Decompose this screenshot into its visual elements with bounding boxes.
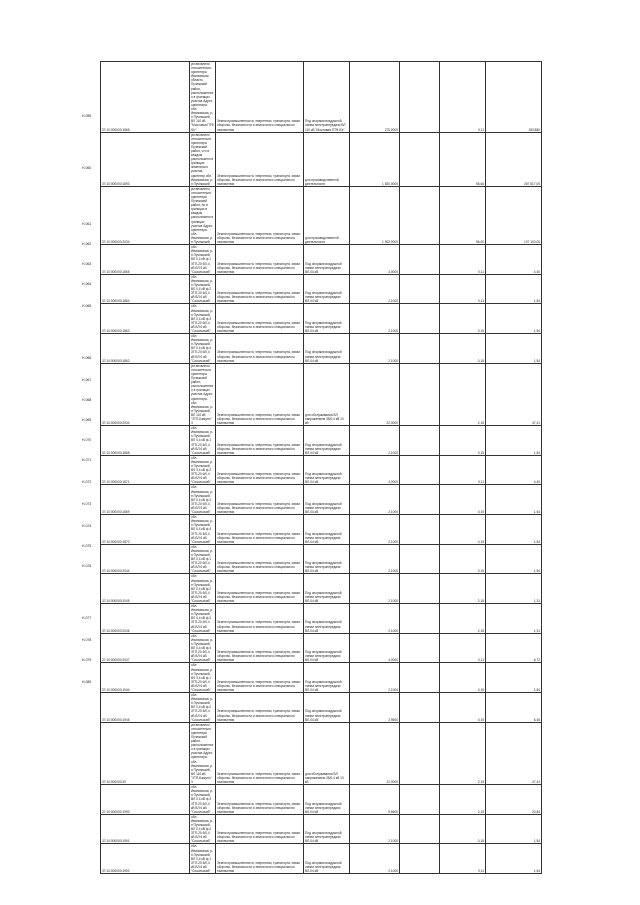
land-category-cell: Земли промышленности, энергетики, транспорта, связи обороны, безопасности и земли иного специального назначения <box>216 663 304 693</box>
address-cell: обл. Ивановская, р-н Пучежский, ВЛ 0,4 кВ ф.2 ЗТП-20 6/0,4 кВ ВЛ 6 кВ "Сокольский" <box>190 455 216 485</box>
value-cell: 6,72 <box>486 633 542 663</box>
value-cell: 267 617,00 <box>486 132 542 186</box>
value-cell: 4,40 <box>486 245 542 275</box>
value-cell: 1,54 <box>486 515 542 545</box>
address-cell: обл. Ивановская, р-н Пучежский, ВЛ 0,4 кВ ф.4 ЗТП-20 6/0,4 кВ ВЛ 6 кВ "Сокольский" <box>190 334 216 364</box>
cadastral-number-cell: 37:10:000000:1866 <box>101 62 190 133</box>
land-category-cell: Земли промышленности, энергетики, транспорта, связи обороны, безопасности и земли иного специального назначения <box>216 574 304 604</box>
share-cell <box>400 722 440 784</box>
share-cell <box>400 485 440 515</box>
permitted-use-cell: Под опорами воздушной линии электропередачи ВЛ-04 кВ <box>304 785 350 815</box>
land-plots-table <box>100 61 542 874</box>
rate-cell: 0,15 <box>440 426 486 456</box>
cadastral-number-cell: 37:10:000000:30 <box>101 722 190 784</box>
table-row <box>101 334 542 364</box>
address-cell: обл. Ивановская, р-н Пучежский, ВЛ 0,4 кВ ф.1 ЗТП-20 6/0,4 кВ ВЛ 6 кВ "Сокольский" <box>190 663 216 693</box>
row-number: Н-067 <box>82 378 92 382</box>
permitted-use-cell: Под опорами воздушной линии электропередачи ВЛ-04 кВ <box>304 515 350 545</box>
table-row <box>101 544 542 574</box>
value-cell: 1,54 <box>486 544 542 574</box>
cadastral-number-cell: 37:10:000000:1990 <box>101 785 190 815</box>
area-cell: 4,0000 <box>350 633 400 663</box>
cadastral-number-cell: 37:10:000000:2045 <box>101 574 190 604</box>
rate-cell: 56,66 <box>440 132 486 186</box>
value-cell: 107 100,00 <box>486 186 542 244</box>
area-cell: 9,6600 <box>350 785 400 815</box>
share-cell <box>400 785 440 815</box>
address-cell: обл. Ивановская, р-н Пучежский, ВЛ 0,4 кВ ф.1 ЗТП-20 6/0,4 кВ ВЛ 6 кВ "Сокольский" <box>190 544 216 574</box>
table-row <box>101 515 542 545</box>
permitted-use-cell: Под опорами воздушной линии электропередачи ВЛ-04 кВ <box>304 426 350 456</box>
address-cell: обл. Ивановская, р-н Пучежский, ВЛ 0,4 кВ ф.1 ЗТП-20 6/0,4 кВ ВЛ 6 кВ "Сокольский" <box>190 844 216 874</box>
table-row <box>101 633 542 663</box>
table-row <box>101 363 542 425</box>
share-cell <box>400 574 440 604</box>
cadastral-number-cell: 37:10:000000:1945 <box>101 693 190 723</box>
area-cell: 4,0000 <box>350 455 400 485</box>
row-number: Н-071 <box>82 458 92 462</box>
land-category-cell: Земли промышленности, энергетики, транспорта, связи обороны, безопасности и земли иного специального назначения <box>216 304 304 334</box>
permitted-use-cell: Под опорами воздушной линии электропередачи ВЛ-04 кВ <box>304 485 350 515</box>
value-cell: 47,41 <box>486 722 542 784</box>
value-cell: 4,40 <box>486 455 542 485</box>
cadastral-number-cell: 37:10:000000:1992 <box>101 844 190 874</box>
rate-cell: 0,15 <box>440 814 486 844</box>
land-category-cell: Земли промышленности, энергетики, транспорта, связи обороны, безопасности и земли иного специального назначения <box>216 844 304 874</box>
value-cell: 47,41 <box>486 363 542 425</box>
share-cell <box>400 814 440 844</box>
share-cell <box>400 245 440 275</box>
share-cell <box>400 844 440 874</box>
rate-cell: 2,15 <box>440 785 486 815</box>
address-cell: обл. Ивановская, р-н Пучежский, ВЛ 0,4 кВ ф.3 ЗТП-20 6/0,4 кВ ВЛ 6 кВ "Сокольский" <box>190 785 216 815</box>
land-category-cell: Земли промышленности, энергетики, транспорта, связи обороны, безопасности и земли иного специального назначения <box>216 62 304 133</box>
table-row <box>101 132 542 186</box>
land-category-cell: Земли промышленности, энергетики, транспорта, связи обороны, безопасности и земли иного специального назначения <box>216 515 304 545</box>
permitted-use-cell: для производственной деятельности <box>304 132 350 186</box>
land-category-cell: Земли промышленности, энергетики, транспорта, связи обороны, безопасности и земли иного специального назначения <box>216 455 304 485</box>
share-cell <box>400 633 440 663</box>
cadastral-number-cell: 37:10:000000:2034 <box>101 186 190 244</box>
permitted-use-cell: для обслуживания ВЛ напряжением 35/0,4 кВ 10 кВ <box>304 722 350 784</box>
row-number: Н-065 <box>82 304 92 308</box>
address-cell: обл. Ивановская, р-н Пучежский, ВЛ 0,4 кВ ф.3 ЗТП-20 6/0,4 кВ ВЛ 6 кВ "Сокольский" <box>190 304 216 334</box>
row-number: Н-072 <box>82 480 92 484</box>
row-number: Н-063 <box>82 262 92 266</box>
land-category-cell: Земли промышленности, энергетики, транспорта, связи обороны, безопасности и земли иного специального назначения <box>216 245 304 275</box>
permitted-use-cell: Под опорами воздушной линии электропередачи ВЛ-04 кВ <box>304 574 350 604</box>
rate-cell: 0,11 <box>440 274 486 304</box>
rate-cell: 0,11 <box>440 633 486 663</box>
rate-cell: 0,15 <box>440 515 486 545</box>
cadastral-number-cell: 37:10:000000:1991 <box>101 814 190 844</box>
rate-cell: 0,15 <box>440 485 486 515</box>
value-cell: 1,54 <box>486 426 542 456</box>
land-category-cell: Земли промышленности, энергетики, транспорта, связи обороны, безопасности и земли иного специального назначения <box>216 426 304 456</box>
cadastral-number-cell: 37:10:000000:1869 <box>101 485 190 515</box>
row-number: Н-064 <box>82 282 92 286</box>
cadastral-number-cell: 37:10:000000:1865 <box>101 245 190 275</box>
share-cell <box>400 132 440 186</box>
cadastral-number-cell: 37:10:000000:2044 <box>101 544 190 574</box>
permitted-use-cell: Под опорами воздушной линии электропередачи ВЛ-04 кВ <box>304 663 350 693</box>
value-cell: 20,84 <box>486 785 542 815</box>
table-row <box>101 663 542 693</box>
rate-cell: 0,11 <box>440 844 486 874</box>
row-number: Н-061 <box>82 222 92 226</box>
cadastral-number-cell: 37:10:000000:2046 <box>101 604 190 634</box>
permitted-use-cell: Под опорами воздушной линии электропередачи ВЛ 110 кВ "Мостовая ПТФ Юг" <box>304 62 350 133</box>
table-row <box>101 274 542 304</box>
row-number: Н-077 <box>82 616 92 620</box>
cadastral-number-cell: 37:10:000000:1862 <box>101 334 190 364</box>
address-cell: установлено относительно ориентира Пучежский район, что в каждом расположено в границах земельного участка, ориентир обл. Ивановская, р-н Пучежский <box>190 132 216 186</box>
land-category-cell: Земли промышленности, энергетики, транспорта, связи обороны, безопасности и земли иного специального назначения <box>216 274 304 304</box>
share-cell <box>400 186 440 244</box>
address-cell: установлено относительно ориентира Ивановская область Пучежский район, расположенного в границах участка Адрес ориентира: обл. Ивановская, р-н Пучежский, ВЛ 110 кВ "Мостовая ПТФ Юг" <box>191 62 214 132</box>
address-cell: обл. Ивановская, р-н Пучежский, ВЛ 0,4 кВ ф.1 ЗТП-20 6/0,4 кВ ВЛ 6 кВ "Сокольский" <box>190 426 216 456</box>
rate-cell: 2,15 <box>440 722 486 784</box>
rate-cell: 56,00 <box>440 186 486 244</box>
address-cell: обл. Ивановская, р-н Пучежский, ВЛ 0,4 кВ ф.4 ЗТП-20 6/0,4 кВ ВЛ 6 кВ "Сокольский" <box>190 814 216 844</box>
cadastral-number-cell: 37:10:000000:1868 <box>101 426 190 456</box>
share-cell <box>400 455 440 485</box>
land-category-cell: Земли промышленности, энергетики, транспорта, связи обороны, безопасности и земли иного специального назначения <box>216 814 304 844</box>
area-cell: 2,1000 <box>350 274 400 304</box>
address-cell: обл. Ивановская, р-н Пучежский, ВЛ 0,4 кВ ф.1 ЗТП-20 6/0,4 кВ ВЛ 6 кВ "Сокольский" <box>190 245 216 275</box>
value-cell: 6,45 <box>486 693 542 723</box>
value-cell: 1,54 <box>486 485 542 515</box>
row-number: Н-068 <box>82 398 92 402</box>
land-category-cell: Земли промышленности, энергетики, транспорта, связи обороны, безопасности и земли иного специального назначения <box>216 785 304 815</box>
address-cell: обл. Ивановская, р-н Пучежский, ВЛ 0,4 кВ ф.2 ЗТП-20 6/0,4 кВ ВЛ 6 кВ "Сокольский" <box>190 274 216 304</box>
table-row <box>101 814 542 844</box>
row-number: Н-059 <box>82 114 92 118</box>
rate-cell: 2,15 <box>440 604 486 634</box>
cadastral-number-cell: 37:10:000000:1864 <box>101 274 190 304</box>
permitted-use-cell: Под опорами воздушной линии электропередачи ВЛ-04 кВ <box>304 814 350 844</box>
cadastral-number-cell: 37:10:000000:1893 <box>101 132 190 186</box>
area-cell: 2,1000 <box>350 515 400 545</box>
value-cell: 1,31 <box>486 604 542 634</box>
area-cell: 2,1000 <box>350 334 400 364</box>
address-cell: установлено относительно ориентира Пучежский район, расположенного в границах участка Адрес ориентира: обл. Ивановская, р-н Пучежский, ВЛ 110 кВ "ЗТП-Бамуты" 3 <box>191 363 214 426</box>
row-number: Н-074 <box>82 524 92 528</box>
table-row <box>101 455 542 485</box>
rate-cell: 0,15 <box>440 693 486 723</box>
land-category-cell: Земли промышленности, энергетики, транспорта, связи обороны, безопасности и земли иного специального назначения <box>216 485 304 515</box>
cadastral-number-cell: 37:10:000000:1871 <box>101 455 190 485</box>
area-cell: 2,1000 <box>350 663 400 693</box>
row-number: Н-075 <box>82 544 92 548</box>
land-category-cell: Земли промышленности, энергетики, транспорта, связи обороны, безопасности и земли иного специального назначения <box>216 633 304 663</box>
rate-cell: 2,15 <box>440 574 486 604</box>
permitted-use-cell: для производственной деятельности <box>304 186 350 244</box>
share-cell <box>400 544 440 574</box>
value-cell: 1,54 <box>486 304 542 334</box>
share-cell <box>400 515 440 545</box>
row-number: Н-070 <box>82 438 92 442</box>
land-category-cell: Земли промышленности, энергетики, транспорта, связи обороны, безопасности и земли иного специального назначения <box>216 722 304 784</box>
area-cell: 4,0000 <box>350 245 400 275</box>
address-cell: обл. Ивановская, р-н Пучежский, ВЛ 0,4 кВ ф.3 ЗТП-20 6/0,4 кВ ВЛ 6 кВ "Сокольский" <box>190 485 216 515</box>
permitted-use-cell: Под опорами воздушной линии электропередачи ВЛ-04 кВ <box>304 334 350 364</box>
area-cell: 22,0000 <box>350 722 400 784</box>
address-cell: обл. Ивановская, р-н Пучежский, ВЛ 0,4 кВ ф.4 ЗТП-20 6/0,4 кВ ВЛ 6 кВ "Сокольский" <box>190 633 216 663</box>
land-category-cell: Земли промышленности, энергетики, транспорта, связи обороны, безопасности и земли иного специального назначения <box>216 604 304 634</box>
rate-cell: 0,11 <box>440 245 486 275</box>
value-cell: 1,54 <box>486 334 542 364</box>
row-number: Н-076 <box>82 564 92 568</box>
address-cell: обл. Ивановская, р-н Пучежский, ВЛ 0,4 кВ ф.3 ЗТП-20 6/0,4 кВ ВЛ 6 кВ "Сокольский" <box>190 604 216 634</box>
land-category-cell: Земли промышленности, энергетики, транспорта, связи обороны, безопасности и земли иного специального назначения <box>216 693 304 723</box>
share-cell <box>400 363 440 425</box>
row-number: Н-066 <box>82 356 92 360</box>
table-row <box>101 574 542 604</box>
value-cell: 1,54 <box>486 663 542 693</box>
permitted-use-cell: Под опорами воздушной линии электропередачи ВЛ-04 кВ <box>304 245 350 275</box>
area-cell: 1 820,0000 <box>350 132 400 186</box>
share-cell <box>400 304 440 334</box>
area-cell: 22,0000 <box>350 363 400 425</box>
table-row <box>101 304 542 334</box>
area-cell: 2,1000 <box>350 814 400 844</box>
permitted-use-cell: для обслуживания ВЛ напряжением 35/0,4 кВ 10 кВ <box>304 363 350 425</box>
land-category-cell: Земли промышленности, энергетики, транспорта, связи обороны, безопасности и земли иного специального назначения <box>216 544 304 574</box>
table-row <box>101 62 542 133</box>
value-cell: 183,880 <box>486 62 542 133</box>
area-cell: 1 902,0000 <box>350 186 400 244</box>
area-cell: 270,0000 <box>350 62 400 133</box>
permitted-use-cell: Под опорами воздушной линии электропередачи ВЛ-04 кВ <box>304 544 350 574</box>
cadastral-number-cell: 37:10:000000:1870 <box>101 515 190 545</box>
area-cell: 2,1000 <box>350 844 400 874</box>
table-row <box>101 604 542 634</box>
permitted-use-cell: Под опорами воздушной линии электропередачи ВЛ-04 кВ <box>304 604 350 634</box>
rate-cell: 2,15 <box>440 363 486 425</box>
permitted-use-cell: Под опорами воздушной линии электропередачи ВЛ-04 кВ <box>304 693 350 723</box>
share-cell <box>400 604 440 634</box>
share-cell <box>400 663 440 693</box>
address-cell: установлено относительно ориентира Пучежский район, расположенного в границах участка Адрес ориентира: обл. Ивановская, р-н Пучежский, ВЛ 110 кВ "ЗТП-Бамуты" 3 <box>191 722 214 785</box>
table-row <box>101 186 542 244</box>
row-number: Н-069 <box>82 418 92 422</box>
cadastral-number-cell: 37:10:000000:1863 <box>101 304 190 334</box>
table-row <box>101 722 542 784</box>
value-cell: 1,54 <box>486 274 542 304</box>
permitted-use-cell: Под опорами воздушной линии электропередачи ВЛ-04 кВ <box>304 274 350 304</box>
land-category-cell: Земли промышленности, энергетики, транспорта, связи обороны, безопасности и земли иного специального назначения <box>216 132 304 186</box>
row-number: Н-078 <box>82 638 92 642</box>
area-cell: 2,9600 <box>350 693 400 723</box>
permitted-use-cell: Под опорами воздушной линии электропередачи ВЛ-04 кВ <box>304 304 350 334</box>
area-cell: 2,1000 <box>350 304 400 334</box>
table-row <box>101 245 542 275</box>
row-number: Н-079 <box>82 658 92 662</box>
area-cell: 2,1000 <box>350 574 400 604</box>
rate-cell: 0,15 <box>440 663 486 693</box>
row-number: Н-080 <box>82 680 92 684</box>
address-cell: обл. Ивановская, р-н Пучежский, ВЛ 0,4 кВ ф.2 ЗТП-20 6/0,4 кВ ВЛ 6 кВ "Сокольский" <box>190 693 216 723</box>
row-number: Н-062 <box>82 242 92 246</box>
table-body <box>101 62 542 874</box>
table-row <box>101 785 542 815</box>
row-number: Н-073 <box>82 502 92 506</box>
value-cell: 1,31 <box>486 574 542 604</box>
table-row <box>101 844 542 874</box>
area-cell: 2,1000 <box>350 544 400 574</box>
rate-cell: 0,11 <box>440 455 486 485</box>
cadastral-number-cell: 37:10:000000:2047 <box>101 633 190 663</box>
address-cell: установлено относительно ориентира Пучежский район, по в границах в каждом расположено в границах участка Адрес ориентира: обл. Ивановская, р-н Пучежский <box>190 186 216 244</box>
share-cell <box>400 274 440 304</box>
address-cell: обл. Ивановская, р-н Пучежский, ВЛ 0,4 кВ ф.2 ЗТП-20 6/0,4 кВ ВЛ 6 кВ "Сокольский" <box>190 574 216 604</box>
table-row <box>101 693 542 723</box>
share-cell <box>400 334 440 364</box>
share-cell <box>400 62 440 133</box>
table-row <box>101 485 542 515</box>
rate-cell: 0,15 <box>440 334 486 364</box>
permitted-use-cell: Под опорами воздушной линии электропередачи ВЛ-04 кВ <box>304 844 350 874</box>
land-category-cell: Земли промышленности, энергетики, транспорта, связи обороны, безопасности и земли иного специального назначения <box>216 186 304 244</box>
land-category-cell: Земли промышленности, энергетики, транспорта, связи обороны, безопасности и земли иного специального назначения <box>216 334 304 364</box>
table-row <box>101 426 542 456</box>
row-number: Н-060 <box>82 166 92 170</box>
area-cell: 2,1000 <box>350 485 400 515</box>
cadastral-number-cell: 37:10:000000:1944 <box>101 663 190 693</box>
value-cell: 1,54 <box>486 814 542 844</box>
rate-cell: 0,11 <box>440 62 486 133</box>
rate-cell: 0,15 <box>440 304 486 334</box>
address-cell: обл. Ивановская, р-н Пучежский, ВЛ 0,4 кВ ф.4 ЗТП-20 6/0,4 кВ ВЛ 6 кВ "Сокольский" <box>190 515 216 545</box>
value-cell: 1,54 <box>486 844 542 874</box>
permitted-use-cell: Под опорами воздушной линии электропередачи ВЛ-04 кВ <box>304 633 350 663</box>
share-cell <box>400 693 440 723</box>
rate-cell: 0,15 <box>440 544 486 574</box>
land-category-cell: Земли промышленности, энергетики, транспорта, связи обороны, безопасности и земли иного специального назначения <box>216 363 304 425</box>
area-cell: 2,1000 <box>350 426 400 456</box>
cadastral-number-cell: 37:10:000000:2034 <box>101 363 190 425</box>
area-cell: 2,1000 <box>350 604 400 634</box>
share-cell <box>400 426 440 456</box>
permitted-use-cell: Под опорами воздушной линии электропередачи ВЛ-04 кВ <box>304 455 350 485</box>
